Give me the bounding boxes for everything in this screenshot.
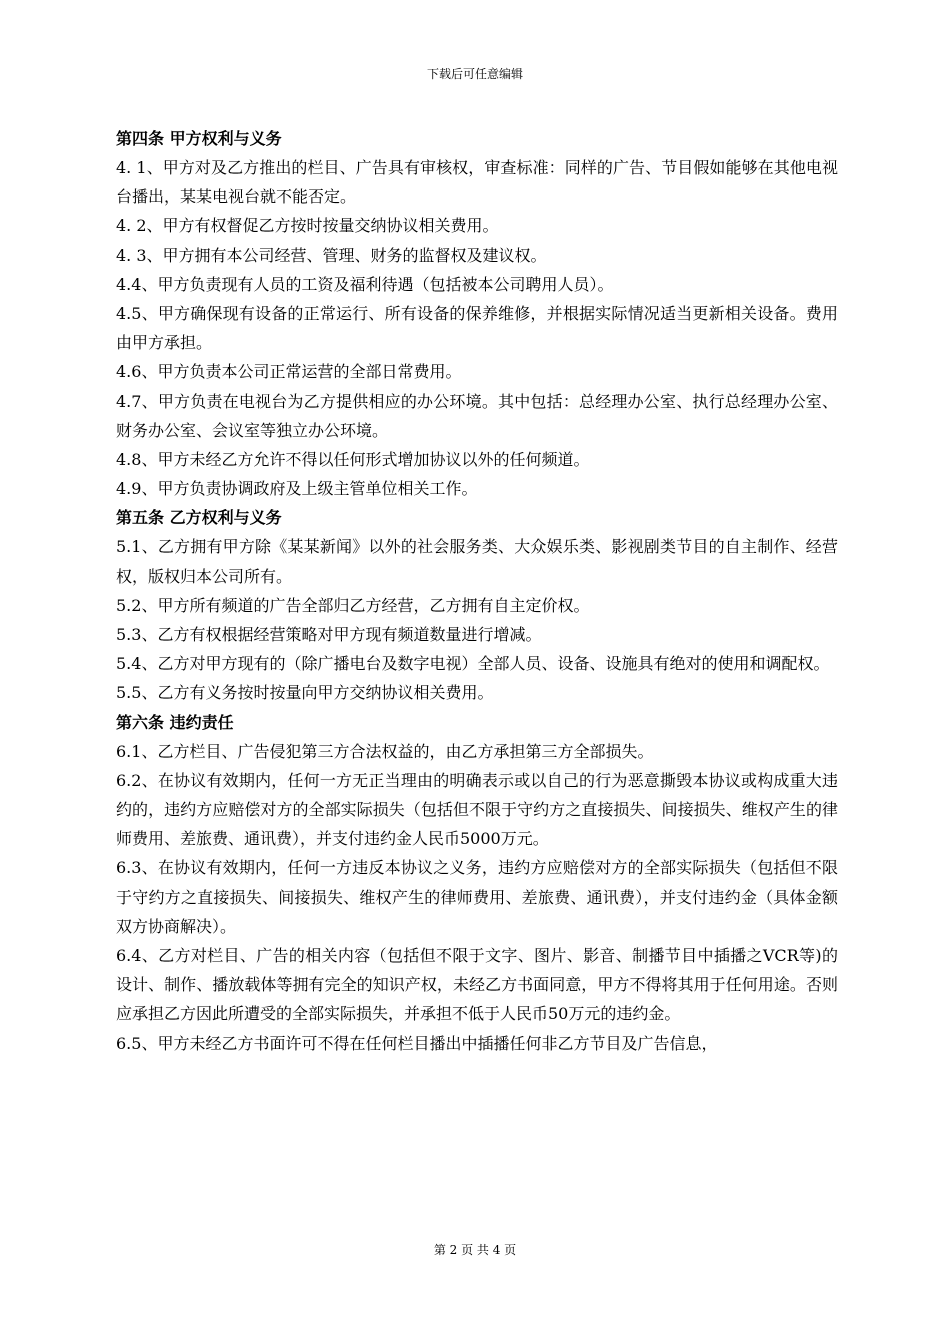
clause-4-5: 4.5、甲方确保现有设备的正常运行、所有设备的保养维修，并根据实际情况适当更新相关设备。费用由甲方承担。 — [116, 304, 838, 353]
section-heading: 第五条 乙方权利与义务 — [116, 508, 282, 528]
clause-5-5: 5.5、乙方有义务按时按量向甲方交纳协议相关费用。 — [116, 683, 494, 703]
document-body — [116, 124, 838, 1058]
clause-4-8: 4.8、甲方未经乙方允许不得以任何形式增加协议以外的任何频道。 — [116, 450, 590, 470]
clause-4-3: 4. 3、甲方拥有本公司经营、管理、财务的监督权及建议权。 — [116, 245, 547, 265]
clause-4-9: 4.9、甲方负责协调政府及上级主管单位相关工作。 — [116, 479, 478, 499]
clause-5-3: 5.3、乙方有权根据经营策略对甲方现有频道数量进行增减。 — [116, 625, 542, 645]
clause-5-2: 5.2、甲方所有频道的广告全部归乙方经营，乙方拥有自主定价权。 — [116, 595, 590, 615]
clause-6-1: 6.1、乙方栏目、广告侵犯第三方合法权益的，由乙方承担第三方全部损失。 — [116, 741, 654, 761]
section-heading: 第四条 甲方权利与义务 — [116, 129, 282, 148]
clause-4-7: 4.7、甲方负责在电视台为乙方提供相应的办公环境。其中包括：总经理办公室、执行总经理办公室、财务办公室、会议室等独立办公环境。 — [116, 391, 838, 440]
section-article-6 — [116, 708, 838, 1058]
page-header: 下载后可任意编辑 — [426, 67, 523, 81]
section-article-5 — [116, 503, 838, 707]
clause-4-6: 4.6、甲方负责本公司正常运营的全部日常费用。 — [116, 362, 462, 382]
clause-5-4: 5.4、乙方对甲方现有的（除广播电台及数字电视）全部人员、设备、设施具有绝对的使用和调配权。 — [116, 654, 830, 674]
clause-6-2: 6.2、在协议有效期内，任何一方无正当理由的明确表示或以自己的行为恶意撕毁本协议或构成重大违约的，违约方应赔偿对方的全部实际损失（包括但不限于守约方之直接损失、间接损失、维权产生的律师费用、差旅费、通讯费），并支付违约金人民币5000万元。 — [116, 770, 838, 849]
clause-6-4: 6.4、乙方对栏目、广告的相关内容（包括但不限于文字、图片、影音、制播节目中插播之VCR等)的设计、制作、播放载体等拥有完全的知识产权，未经乙方书面同意，甲方不得将其用于任何用途。否则应承担乙方因此所遭受的全部实际损失，并承担不低于人民币50万元的违约金。 — [116, 946, 838, 1024]
clause-4-2: 4. 2、甲方有权督促乙方按时按量交纳协议相关费用。 — [116, 216, 499, 236]
clause-6-5: 6.5、甲方未经乙方书面许可不得在任何栏目播出中插播任何非乙方节目及广告信息， — [116, 1033, 718, 1053]
clause-4-1: 4. 1、甲方对及乙方推出的栏目、广告具有审核权，审查标准：同样的广告、节目假如能够在其他电视台播出，某某电视台就不能否定。 — [116, 158, 838, 207]
section-article-4 — [116, 124, 838, 503]
clause-4-4: 4.4、甲方负责现有人员的工资及福利待遇（包括被本公司聘用人员）。 — [116, 274, 614, 294]
page-number-footer: 第 2 页 共 4 页 — [433, 1243, 517, 1257]
clause-5-1: 5.1、乙方拥有甲方除《某某新闻》以外的社会服务类、大众娱乐类、影视剧类节目的自主制作、经营权，版权归本公司所有。 — [116, 537, 838, 586]
clause-6-3: 6.3、在协议有效期内，任何一方违反本协议之义务，违约方应赔偿对方的全部实际损失（包括但不限于守约方之直接损失、间接损失、维权产生的律师费用、差旅费、通讯费），并支付违约金（具体金额双方协商解决）。 — [116, 858, 838, 936]
section-heading: 第六条 违约责任 — [116, 712, 234, 732]
